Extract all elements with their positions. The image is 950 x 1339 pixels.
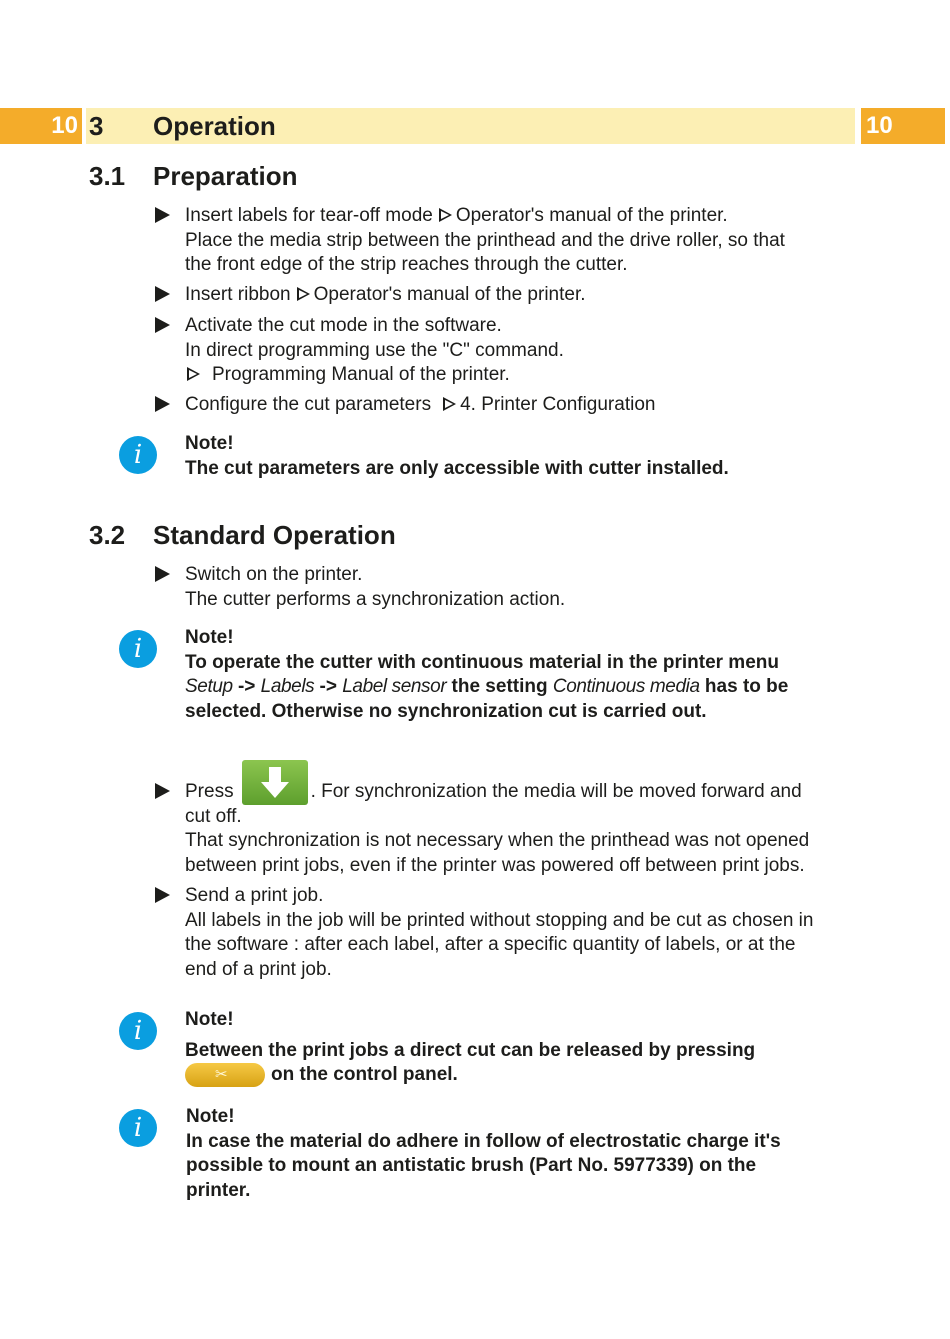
list-item-text: Insert labels for tear-off mode: [185, 205, 433, 226]
note-text: In case the material do adhere in follow of electrostatic charge it's: [186, 1130, 781, 1152]
note: [186, 1105, 876, 1203]
list-item: [185, 393, 875, 418]
reference-arrow-icon: [439, 208, 452, 222]
info-icon: i: [119, 436, 157, 474]
list-item-text: Place the media strip between the printhead and the drive roller, so that: [185, 229, 785, 251]
menu-path-label-sensor: Label sensor: [342, 676, 447, 697]
chapter-number: 3: [89, 111, 104, 141]
list-item: [185, 780, 875, 878]
list-item-text: That synchronization is not necessary when the printhead was not opened: [185, 830, 810, 851]
reference-text: Operator's manual of the printer.: [313, 284, 586, 305]
list-item: [185, 283, 875, 308]
note-text: on the control panel.: [271, 1064, 458, 1085]
list-item-text: the front edge of the strip reaches through the cutter.: [185, 254, 628, 275]
list-item-text: end of a print job.: [185, 958, 332, 980]
page-number-left: 10: [0, 108, 82, 144]
menu-arrow: ->: [319, 676, 337, 697]
note-label: Note!: [185, 1009, 234, 1030]
list-item-text: . For synchronization the media will be moved forward and: [310, 781, 802, 802]
list-item-text: In direct programming use the "C" command.: [185, 339, 564, 361]
info-icon: i: [119, 1012, 157, 1050]
reference-text: Programming Manual of the printer.: [212, 364, 510, 385]
bullet-arrow-icon: [155, 317, 170, 333]
list-item-text: the software : after each label, after a specific quantity of labels, or at the: [185, 934, 796, 955]
note-text: has to be: [704, 676, 789, 697]
list-item-text: between print jobs, even if the printer was powered off between print jobs.: [185, 854, 805, 876]
info-icon: i: [119, 1109, 157, 1147]
note-text: possible to mount an antistatic brush (Part No. 5977339) on the: [186, 1155, 757, 1176]
note-text: printer.: [186, 1179, 251, 1201]
list-item-text: Press: [185, 781, 234, 802]
bullet-arrow-icon: [155, 566, 170, 582]
note-label: Note!: [185, 627, 234, 648]
menu-path-labels: Labels: [260, 676, 315, 697]
list-item-text: Configure the cut parameters: [185, 394, 432, 415]
note-text: Between the print jobs a direct cut can be released by pressing: [185, 1040, 756, 1061]
section-number: 3.1: [89, 161, 126, 191]
menu-value-continuous-media: Continuous media: [552, 676, 700, 697]
list-item: [185, 204, 875, 278]
menu-arrow: ->: [237, 676, 256, 697]
section-number: 3.2: [89, 520, 126, 550]
list-item: [185, 884, 875, 982]
reference-arrow-icon: [187, 367, 200, 381]
note-text: The cut parameters are only accessible with cutter installed.: [185, 457, 729, 479]
list-item-text: cut off.: [185, 805, 242, 827]
section-title: Preparation: [153, 161, 298, 191]
bullet-arrow-icon: [155, 207, 170, 223]
note-label: Note!: [186, 1106, 235, 1127]
scissors-icon: ✂: [215, 1066, 228, 1083]
menu-path-setup: Setup: [185, 676, 233, 697]
note: [185, 432, 875, 481]
note-text: To operate the cutter with continuous material in the printer menu: [185, 651, 779, 673]
cut-button[interactable]: [185, 1063, 265, 1087]
info-icon: i: [119, 630, 157, 668]
list-item-text: Send a print job.: [185, 885, 324, 906]
reference-arrow-icon: [297, 287, 310, 301]
note-label: Note!: [185, 433, 234, 454]
note: [185, 626, 875, 724]
note-text: selected. Otherwise no synchronization cut is carried out.: [185, 700, 707, 722]
list-item: [185, 314, 875, 388]
list-item-text: All labels in the job will be printed without stopping and be cut as chosen in: [185, 909, 814, 931]
bullet-arrow-icon: [155, 286, 170, 302]
list-item-text: Switch on the printer.: [185, 564, 363, 585]
chapter-title: Operation: [153, 111, 276, 141]
reference-arrow-icon: [443, 397, 456, 411]
page-number-right: 10: [861, 108, 945, 144]
reference-text: 4. Printer Configuration: [460, 394, 656, 415]
list-item-text: Insert ribbon: [185, 284, 291, 305]
reference-text: Operator's manual of the printer.: [455, 205, 728, 226]
bullet-arrow-icon: [155, 783, 170, 799]
section-title: Standard Operation: [153, 520, 396, 550]
list-item-text: The cutter performs a synchronization action.: [185, 588, 566, 610]
list-item-text: Activate the cut mode in the software.: [185, 315, 502, 336]
bullet-arrow-icon: [155, 887, 170, 903]
note-text: the setting: [451, 676, 548, 697]
bullet-arrow-icon: [155, 396, 170, 412]
list-item: [185, 563, 875, 612]
